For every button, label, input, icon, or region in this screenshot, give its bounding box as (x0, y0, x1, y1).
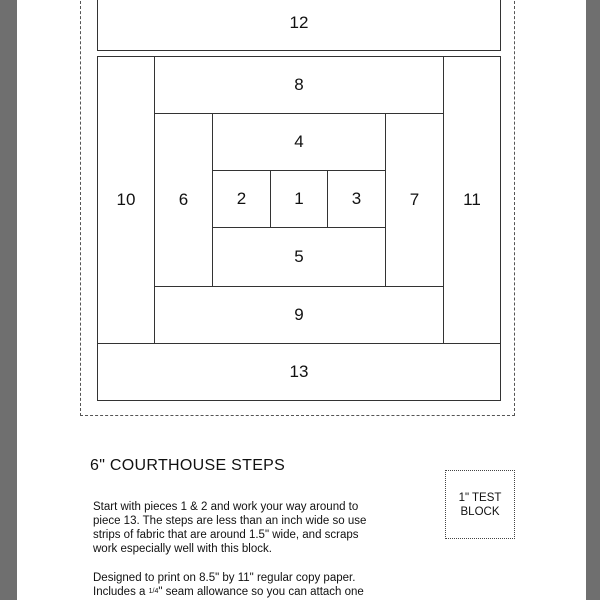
piece-12: 12 (97, 0, 501, 51)
instructions-line-start: Includes a (93, 586, 149, 598)
instructions-line-end: " seam allowance so you can attach one (158, 586, 364, 598)
piece-13: 13 (97, 343, 501, 401)
piece-6: 6 (154, 113, 213, 287)
instructions-line: Designed to print on 8.5" by 11" regular copy paper. (93, 572, 356, 584)
test-block (445, 470, 515, 539)
instructions-line: strips of fabric that are around 1.5" wide, and scraps (93, 529, 359, 541)
instructions-paragraph-1 (93, 500, 393, 556)
instructions-line: Start with pieces 1 & 2 and work your way around to (93, 501, 359, 513)
piece-7: 7 (385, 113, 444, 287)
instructions-paragraph-2 (93, 571, 393, 599)
piece-3: 3 (327, 170, 386, 228)
seam-fraction: 1/4 (148, 587, 159, 595)
piece-1: 1 (270, 170, 328, 228)
instructions-line: piece 13. The steps are less than an inch wide so use (93, 515, 367, 527)
piece-2: 2 (212, 170, 271, 228)
test-block-label-line1: 1" TEST (458, 491, 502, 504)
test-block-label-line2: BLOCK (460, 505, 500, 518)
piece-8: 8 (154, 56, 444, 114)
piece-4: 4 (212, 113, 386, 171)
piece-5: 5 (212, 227, 386, 287)
instructions-line: work especially well with this block. (93, 543, 272, 555)
piece-11: 11 (443, 56, 501, 344)
piece-9: 9 (154, 286, 444, 344)
piece-10: 10 (97, 56, 155, 344)
pattern-title: 6" COURTHOUSE STEPS (90, 457, 286, 474)
